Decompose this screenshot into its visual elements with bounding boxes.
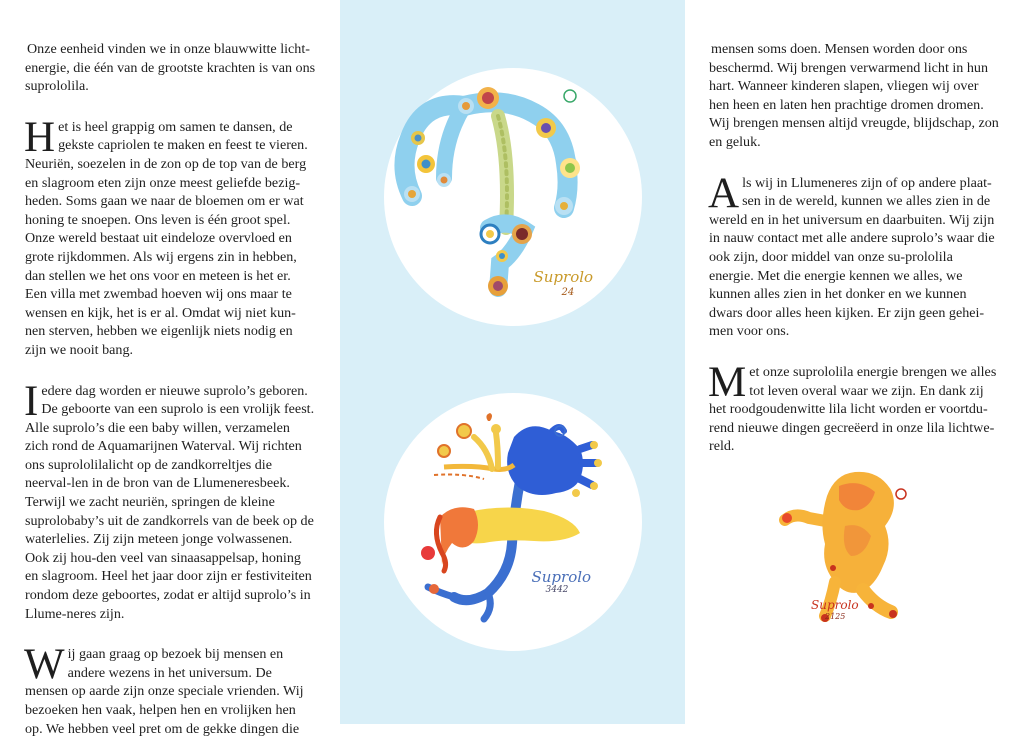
paragraph-text: et is heel grappig om samen te dansen, de gekste capriolen te maken en feest te vieren. Neuriën, soezelen in de zon op de top van de berg en slagroom eten zijn onze meest geliefde bezig-heden. Soms gaan we naar de bloemen om er wat honing te snoepen. Ons leven is één groot spel. Onze wereld bestaat uit eindeloze overvloed en grote rijkdommen. Als wij ergens zin in hebben, dan stellen we het ons voor en meteen is het er. Een villa met zwembad hoeven wij ons maar te wensen en kijk, het is er al. Omdat wij niet kun-nen sterven, hebben we eigenlijk niets nodig en zijn we nooit bang.: [25, 118, 308, 358]
left-text-column: [0, 0, 340, 737]
paragraph-5: [709, 40, 1000, 152]
paragraph-6: [708, 169, 1000, 341]
paragraph-text: ij gaan graag op bezoek bij mensen en andere wezens in het universum. De mensen op aarde zijn onze speciale vrienden. Wij bezoeken hen vaak, helpen hen en vrolijken hen op. We hebben veel pret om de gekke dingen die: [25, 646, 304, 737]
dropcap: W: [24, 641, 65, 689]
paragraph-text: mensen soms doen. Mensen worden door ons beschermd. Wij brengen verwarmend licht in hun hart. Wanneer kinderen slapen, vliegen wij over hen heen en laten hen prachtige dromen dromen. Wij brengen mensen altijd vreugde, blijdschap, zon en geluk.: [709, 41, 999, 150]
artwork-number: 3442: [545, 585, 569, 595]
paragraph-3: [24, 377, 316, 624]
illustration-circle-bottom: [384, 393, 642, 651]
right-text-column: [685, 0, 1024, 724]
paragraph-2: [24, 113, 316, 360]
orange-creature-illustration: [775, 456, 925, 636]
dropcap: M: [708, 358, 747, 406]
paragraph-text: et onze suprololila energie brengen we alles tot leven overal waar we zijn. En dank zij het roodgoudenwitte lila licht worden er voortdu-rend nieuwe dingen gecreëerd in onze lila lichtwe-reld.: [709, 363, 997, 455]
dropcap: I: [24, 377, 39, 425]
dropcap: H: [24, 113, 56, 161]
blue-tree-creature-painting-icon: [384, 68, 642, 326]
artwork-signature: Suprolo: [531, 568, 592, 586]
artwork-number: 24: [561, 287, 575, 298]
middle-illustration-panel: [340, 0, 685, 724]
paragraph-text: Onze eenheid vinden we in onze blauwwitte licht-energie, die één van de grootste krachten is van ons suprololila.: [25, 41, 316, 95]
artwork-signature: Suprolo: [811, 598, 859, 612]
paragraph-4: [24, 641, 316, 738]
artwork-number: 2125: [825, 612, 846, 621]
blue-hand-creature-painting-icon: [384, 393, 642, 651]
paragraph-1: [25, 40, 316, 96]
artwork-signature: Suprolo: [533, 268, 594, 286]
dropcap: A: [708, 169, 740, 217]
paragraph-text: ls wij in Llumeneres zijn of op andere plaat-sen in de wereld, kunnen we alles zien in de wereld en in het universum en daarbuiten. Wij zijn in nauw contact met alle andere suprolo’s waar die ook zijn, door middel van onze su-prololila energie. Met die energie kennen we alles, we kunnen alles zien in het donker en we kunnen dwars door alles heen kijken. Er zijn geen gehei-men voor ons.: [709, 174, 995, 340]
paragraph-text: edere dag worden er nieuwe suprolo’s geboren. De geboorte van een suprolo is een vrolijk feest. Alle suprolo’s die een baby willen, verzamelen zich rond de Aquamarijnen Waterval. Wij richten ons suprololilalicht op de zandkorreltjes die neerval-len in de bron van de Llumeneresbeek. Terwijl we zacht neuriën, springen de kleine suprolobaby’s uit de zandkorrels van de beek op de waterlelies. Zij zijn meteen jonge volwassenen. Ook zij hou-den veel van sinaasappelsap, honing en slagroom. Heel het jaar door zijn er festiviteiten rondom deze geboortes, zodat er altijd suprolo’s in Llume-neres zijn.: [25, 382, 315, 622]
illustration-circle-top: [384, 68, 642, 326]
paragraph-7: [708, 358, 1000, 456]
